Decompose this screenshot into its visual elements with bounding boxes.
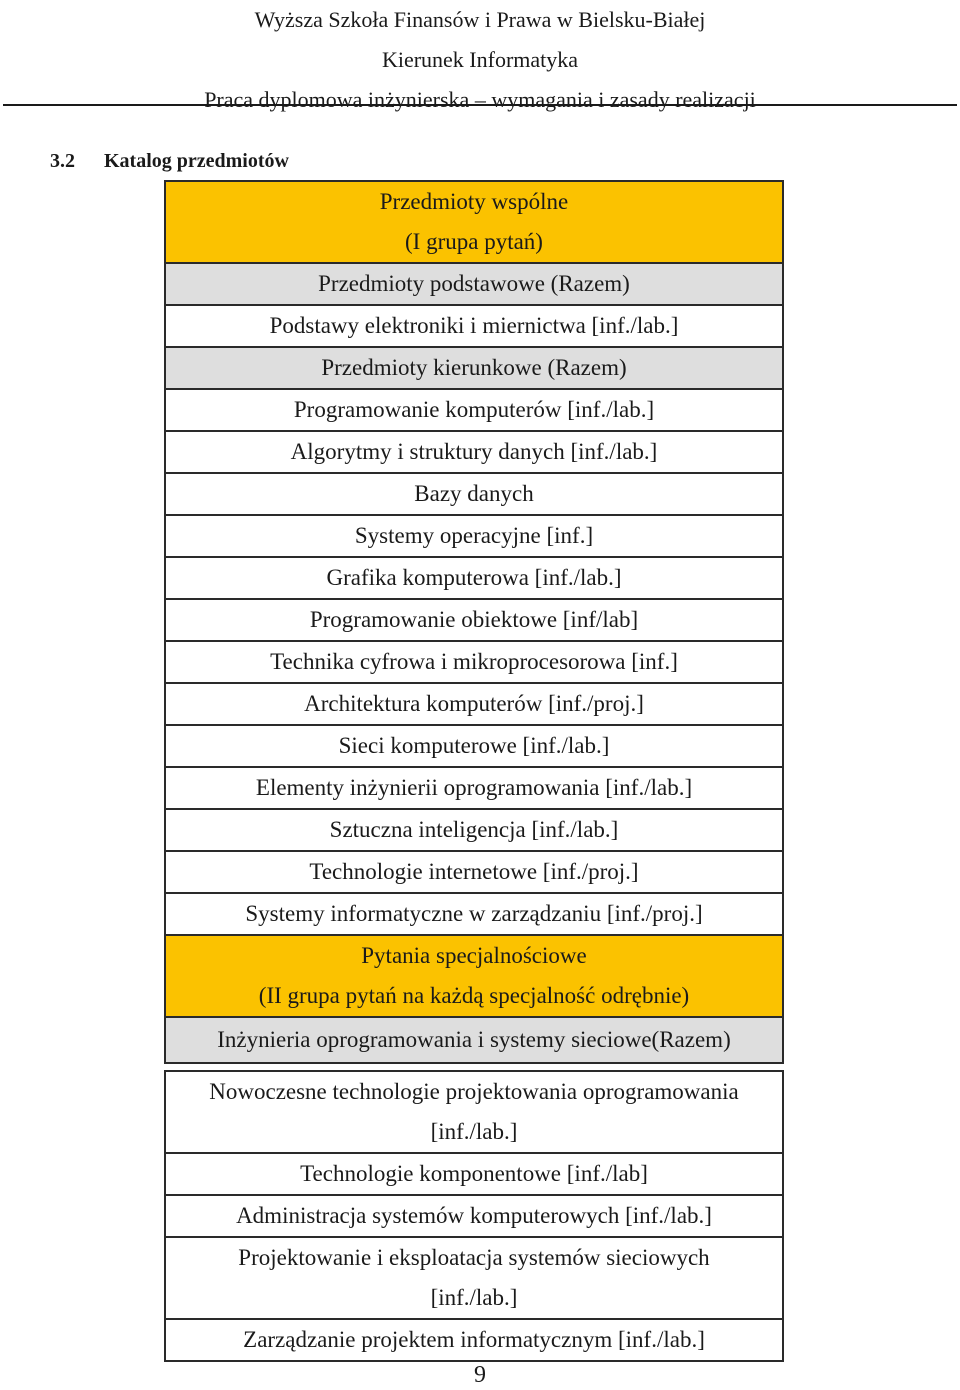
subject-cell (165, 1237, 783, 1319)
table-row (165, 473, 783, 515)
software-networks-header: Inżynieria oprogramowania i systemy sieciowe(Razem) (165, 1017, 783, 1063)
basic-subjects-header-row (165, 263, 783, 305)
subject-cell: Administracja systemów komputerowych [inf./lab.] (165, 1195, 783, 1237)
specialty-questions-subtitle: (II grupa pytań na każdą specjalność odrębnie) (258, 983, 690, 1008)
software-networks-header-row (165, 1017, 783, 1063)
page-number: 9 (474, 1362, 486, 1388)
subject-line: [inf./lab.] (430, 1285, 518, 1310)
subject-cell: Sztuczna inteligencja [inf./lab.] (165, 809, 783, 851)
common-subjects-header-row (165, 181, 783, 263)
major-subjects-header: Przedmioty kierunkowe (Razem) (165, 347, 783, 389)
header-divider (3, 104, 957, 106)
subject-line: Nowoczesne technologie projektowania oprogramowania (209, 1079, 739, 1104)
subject-catalog-table (164, 180, 784, 1362)
major-subjects-header-row (165, 347, 783, 389)
common-subjects-subtitle: (I grupa pytań) (405, 229, 543, 254)
subject-cell: Architektura komputerów [inf./proj.] (165, 683, 783, 725)
table-row (165, 1153, 783, 1195)
section-title: Katalog przedmiotów (104, 150, 289, 172)
table-row (165, 683, 783, 725)
subject-line: Projektowanie i eksploatacja systemów sieciowych (238, 1245, 710, 1270)
subject-cell: Systemy informatyczne w zarządzaniu [inf./proj.] (165, 893, 783, 935)
subject-cell: Technologie internetowe [inf./proj.] (165, 851, 783, 893)
subject-cell: Zarządzanie projektem informatycznym [inf./lab.] (165, 1319, 783, 1361)
document-header (0, 0, 960, 120)
subject-cell: Technika cyfrowa i mikroprocesorowa [inf.] (165, 641, 783, 683)
subject-cell: Technologie komponentowe [inf./lab] (165, 1153, 783, 1195)
common-subjects-title: Przedmioty wspólne (379, 189, 569, 214)
basic-subjects-header: Przedmioty podstawowe (Razem) (165, 263, 783, 305)
section-number: 3.2 (50, 150, 75, 172)
subject-cell: Algorytmy i struktury danych [inf./lab.] (165, 431, 783, 473)
subject-cell (165, 1071, 783, 1153)
table-row (165, 515, 783, 557)
subject-cell: Programowanie komputerów [inf./lab.] (165, 389, 783, 431)
subject-cell: Elementy inżynierii oprogramowania [inf./lab.] (165, 767, 783, 809)
header-document-title: Praca dyplomowa inżynierska – wymagania i zasady realizacji (204, 87, 756, 112)
subject-cell: Podstawy elektroniki i miernictwa [inf./lab.] (165, 305, 783, 347)
subject-cell: Sieci komputerowe [inf./lab.] (165, 725, 783, 767)
table-spacer (165, 1063, 783, 1071)
header-field-of-study: Kierunek Informatyka (381, 47, 579, 72)
subject-cell: Grafika komputerowa [inf./lab.] (165, 557, 783, 599)
table-row (165, 809, 783, 851)
table-row (165, 1071, 783, 1153)
spacer-cell (165, 1063, 783, 1071)
table-row (165, 599, 783, 641)
table-row (165, 1237, 783, 1319)
subject-cell: Programowanie obiektowe [inf/lab] (165, 599, 783, 641)
subject-cell: Systemy operacyjne [inf.] (165, 515, 783, 557)
table-row (165, 389, 783, 431)
table-row (165, 641, 783, 683)
header-school-name: Wyższa Szkoła Finansów i Prawa w Bielsku-Białej (254, 7, 706, 32)
specialty-questions-title: Pytania specjalnościowe (361, 943, 587, 968)
table-row (165, 1195, 783, 1237)
table-row (165, 557, 783, 599)
section-heading (50, 147, 289, 175)
table-row (165, 767, 783, 809)
table-row (165, 893, 783, 935)
specialty-questions-header-row (165, 935, 783, 1017)
table-row (165, 305, 783, 347)
table-row (165, 431, 783, 473)
table-row (165, 725, 783, 767)
subject-line: [inf./lab.] (430, 1119, 518, 1144)
common-subjects-header (165, 181, 783, 263)
table-row (165, 1319, 783, 1361)
specialty-questions-header (165, 935, 783, 1017)
table-row (165, 851, 783, 893)
subject-cell: Bazy danych (165, 473, 783, 515)
